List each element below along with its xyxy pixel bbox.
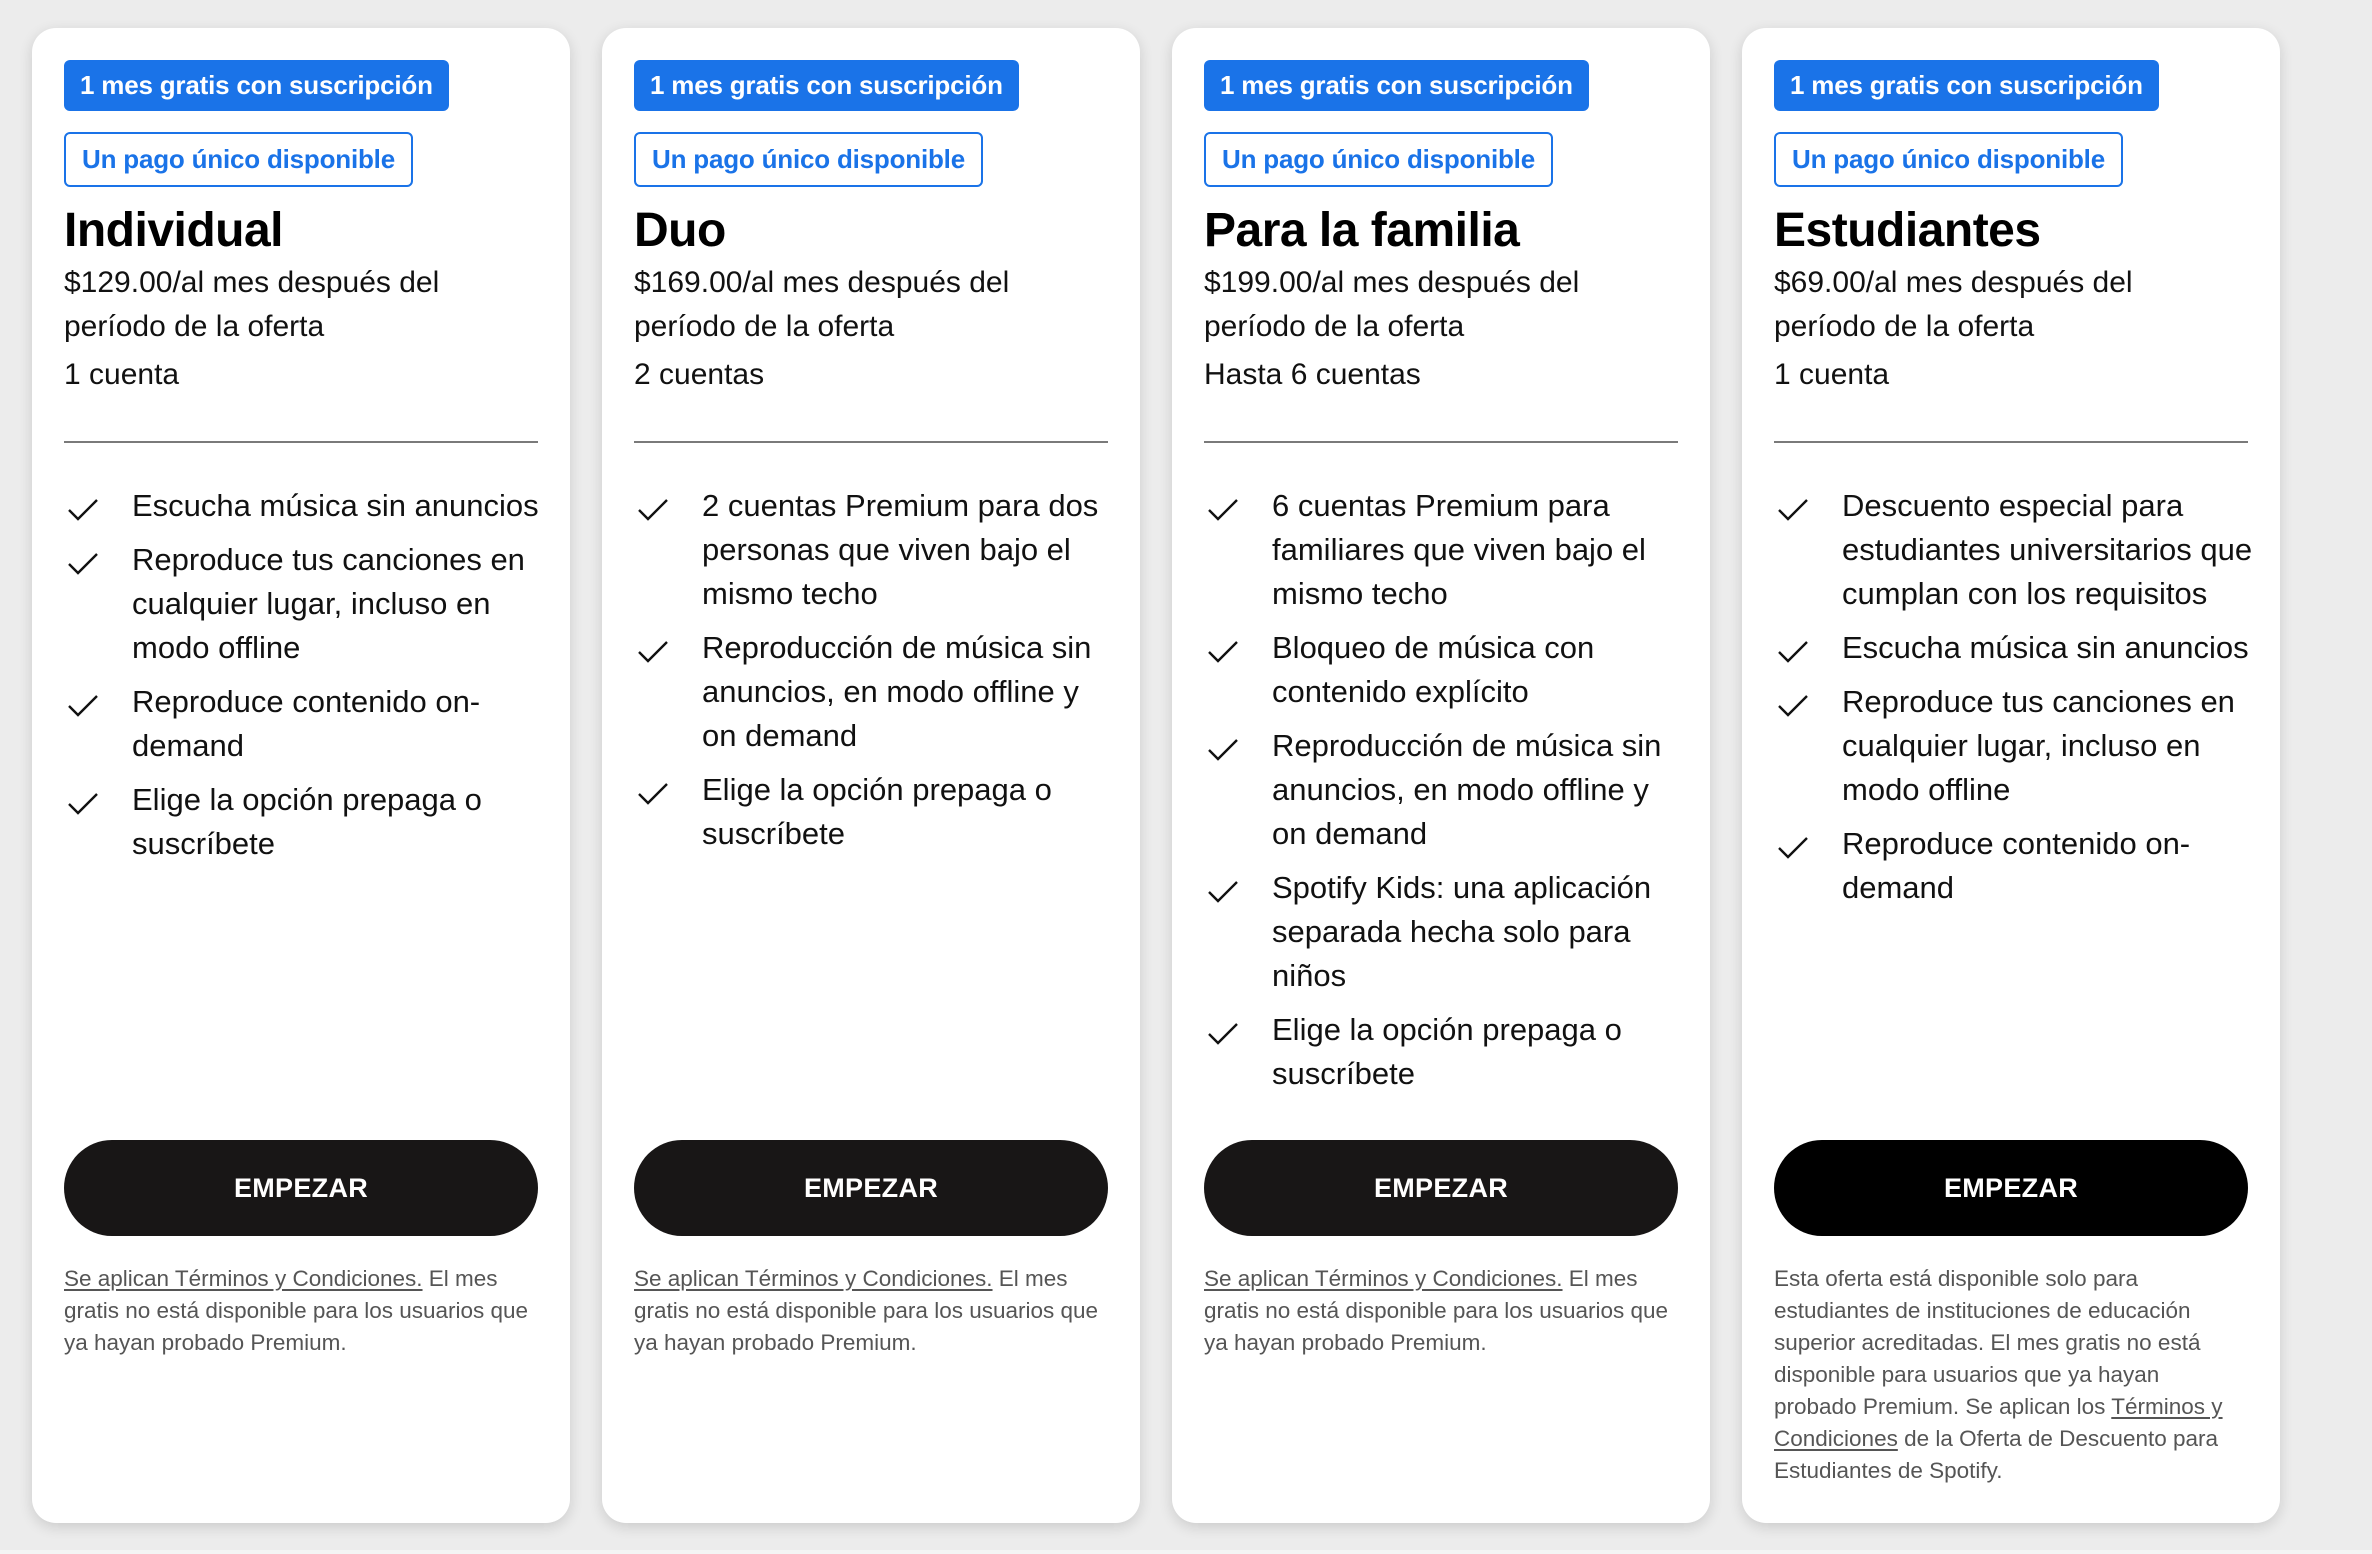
- feature-item: [1774, 822, 2260, 910]
- feature-item: [1204, 626, 1690, 714]
- start-button-duo[interactable]: EMPEZAR: [634, 1140, 1108, 1236]
- start-button-family[interactable]: EMPEZAR: [1204, 1140, 1678, 1236]
- plans-grid: [32, 28, 2280, 1523]
- feature-item: [64, 538, 550, 670]
- start-button-individual[interactable]: EMPEZAR: [64, 1140, 538, 1236]
- plan-accounts: 1 cuenta: [1774, 358, 1890, 391]
- checkmark-icon: [634, 626, 702, 670]
- footnote-text: de la Oferta de Descuento para Estudiantes de Spotify.: [1774, 1426, 2219, 1483]
- feature-item: [64, 778, 550, 866]
- feature-item: [1204, 1008, 1690, 1096]
- checkmark-icon: [1774, 484, 1842, 528]
- footnote-text: El mes gratis no está disponible para los usuarios que ya hayan probado Premium.: [634, 1266, 1099, 1355]
- feature-item: [1204, 724, 1690, 856]
- free-month-badge: 1 mes gratis con suscripción: [1204, 60, 1589, 111]
- feature-text: Reproducción de música sin anuncios, en modo offline y on demand: [702, 630, 1092, 753]
- feature-text: Descuento especial para estudiantes universitarios que cumplan con los requisitos: [1842, 488, 2253, 611]
- one-time-payment-badge: Un pago único disponible: [1204, 132, 1553, 187]
- badges: [1774, 60, 2248, 187]
- free-month-badge: 1 mes gratis con suscripción: [1774, 60, 2159, 111]
- feature-item: [1204, 866, 1690, 998]
- start-button-students[interactable]: EMPEZAR: [1774, 1140, 2248, 1236]
- one-time-payment-badge: Un pago único disponible: [1774, 132, 2123, 187]
- terms-link[interactable]: Se aplican Términos y Condiciones.: [64, 1266, 423, 1291]
- feature-list: [64, 484, 550, 876]
- feature-item: [1774, 626, 2260, 670]
- checkmark-icon: [64, 778, 132, 822]
- plan-accounts: 2 cuentas: [634, 358, 765, 391]
- checkmark-icon: [1204, 626, 1272, 670]
- feature-text: Escucha música sin anuncios: [132, 488, 539, 523]
- footnote-text: Esta oferta está disponible solo para estudiantes de instituciones de educación superior acreditadas. El mes gratis no está disponible para usuarios que ya hayan probado Premium. Se aplican los: [1774, 1266, 2201, 1419]
- plan-card-students: [1742, 28, 2280, 1523]
- terms-link[interactable]: Términos y Condiciones: [1774, 1394, 2223, 1451]
- plan-title: Estudiantes: [1774, 204, 2041, 257]
- feature-text: Reproducción de música sin anuncios, en modo offline y on demand: [1272, 728, 1662, 851]
- badges: [64, 60, 538, 187]
- checkmark-icon: [1204, 484, 1272, 528]
- feature-item: [634, 626, 1120, 758]
- feature-text: Elige la opción prepaga o suscríbete: [702, 772, 1052, 851]
- checkmark-icon: [64, 680, 132, 724]
- checkmark-icon: [634, 768, 702, 812]
- free-month-badge: 1 mes gratis con suscripción: [634, 60, 1019, 111]
- feature-text: Elige la opción prepaga o suscríbete: [1272, 1012, 1622, 1091]
- terms-link[interactable]: Se aplican Términos y Condiciones.: [1204, 1266, 1563, 1291]
- checkmark-icon: [1204, 866, 1272, 910]
- checkmark-icon: [1774, 822, 1842, 866]
- feature-text: Reproduce tus canciones en cualquier lugar, incluso en modo offline: [1842, 684, 2235, 807]
- plan-title: Individual: [64, 204, 284, 257]
- plan-price: $69.00/al mes después del período de la oferta: [1774, 266, 2133, 343]
- divider: [634, 441, 1108, 443]
- footnote-text: El mes gratis no está disponible para los usuarios que ya hayan probado Premium.: [64, 1266, 529, 1355]
- bottom-strip: [0, 1550, 2372, 1554]
- divider: [1774, 441, 2248, 443]
- one-time-payment-badge: Un pago único disponible: [634, 132, 983, 187]
- feature-text: Escucha música sin anuncios: [1842, 630, 2249, 665]
- students-terms-footnote: [1774, 1263, 2248, 1487]
- plan-title: Duo: [634, 204, 726, 257]
- feature-item: [634, 768, 1120, 856]
- divider: [64, 441, 538, 443]
- feature-text: 6 cuentas Premium para familiares que viven bajo el mismo techo: [1272, 488, 1646, 611]
- terms-footnote: [64, 1263, 538, 1359]
- checkmark-icon: [64, 538, 132, 582]
- plan-card-family: [1172, 28, 1710, 1523]
- feature-list: [634, 484, 1120, 866]
- divider: [1204, 441, 1678, 443]
- checkmark-icon: [634, 484, 702, 528]
- plan-price: $169.00/al mes después del período de la oferta: [634, 266, 1010, 343]
- terms-footnote: [634, 1263, 1108, 1359]
- one-time-payment-badge: Un pago único disponible: [64, 132, 413, 187]
- checkmark-icon: [64, 484, 132, 528]
- feature-item: [634, 484, 1120, 616]
- badges: [1204, 60, 1678, 187]
- feature-text: Bloqueo de música con contenido explícito: [1272, 630, 1595, 709]
- feature-item: [1774, 484, 2260, 616]
- footnote-text: El mes gratis no está disponible para los usuarios que ya hayan probado Premium.: [1204, 1266, 1669, 1355]
- feature-list: [1774, 484, 2260, 920]
- free-month-badge: 1 mes gratis con suscripción: [64, 60, 449, 111]
- plan-card-duo: [602, 28, 1140, 1523]
- feature-text: Spotify Kids: una aplicación separada hecha solo para niños: [1272, 870, 1652, 993]
- feature-item: [64, 484, 550, 528]
- plan-price: $129.00/al mes después del período de la oferta: [64, 266, 440, 343]
- feature-list: [1204, 484, 1690, 1106]
- checkmark-icon: [1204, 1008, 1272, 1052]
- feature-item: [64, 680, 550, 768]
- plan-accounts: Hasta 6 cuentas: [1204, 358, 1421, 391]
- plan-card-individual: [32, 28, 570, 1523]
- badges: [634, 60, 1108, 187]
- terms-footnote: [1204, 1263, 1678, 1359]
- feature-text: Elige la opción prepaga o suscríbete: [132, 782, 482, 861]
- feature-item: [1204, 484, 1690, 616]
- feature-text: Reproduce contenido on-demand: [132, 684, 481, 763]
- plan-title: Para la familia: [1204, 204, 1520, 257]
- plan-price: $199.00/al mes después del período de la oferta: [1204, 266, 1580, 343]
- feature-item: [1774, 680, 2260, 812]
- feature-text: Reproduce contenido on-demand: [1842, 826, 2191, 905]
- feature-text: 2 cuentas Premium para dos personas que viven bajo el mismo techo: [702, 488, 1099, 611]
- terms-link[interactable]: Se aplican Términos y Condiciones.: [634, 1266, 993, 1291]
- feature-text: Reproduce tus canciones en cualquier lugar, incluso en modo offline: [132, 542, 525, 665]
- checkmark-icon: [1774, 680, 1842, 724]
- plan-accounts: 1 cuenta: [64, 358, 180, 391]
- checkmark-icon: [1204, 724, 1272, 768]
- checkmark-icon: [1774, 626, 1842, 670]
